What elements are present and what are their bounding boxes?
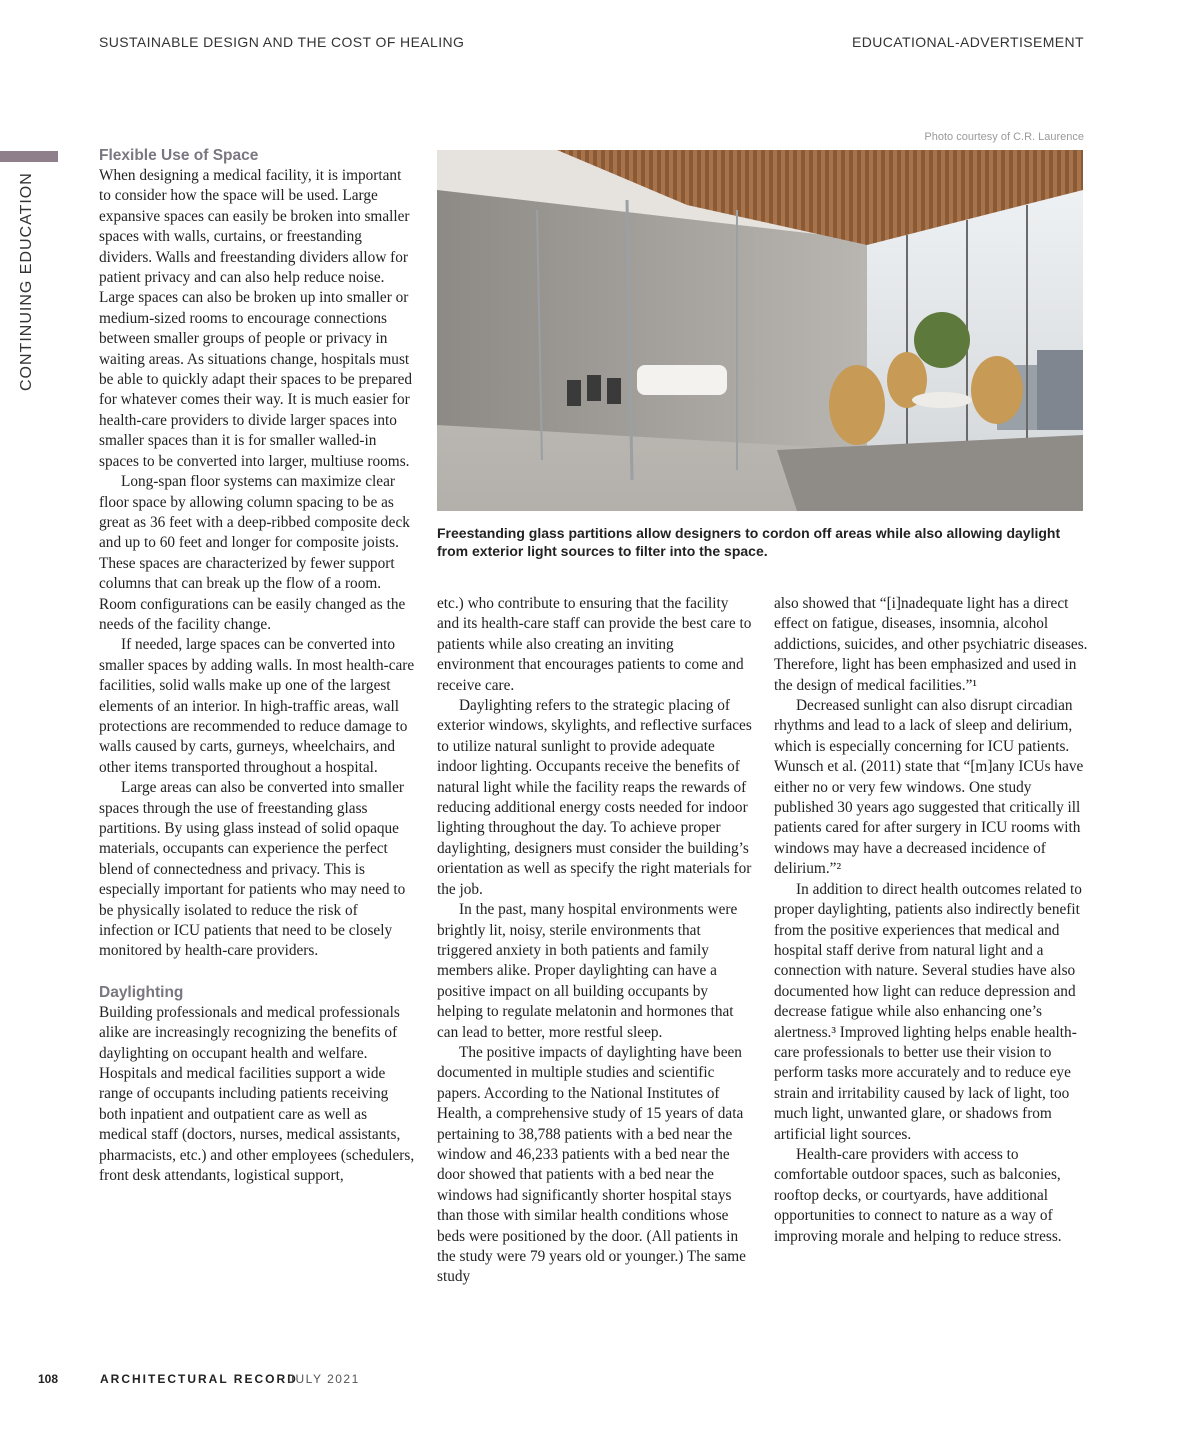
paragraph: In addition to direct health outcomes related to proper daylighting, patients also indirectly benefit from the positive experiences that medical and hospital staff derive from natural light and a connection with nature. Several studies have also documented how light can reduce depression and decrease fatigue while also enhancing one’s alertness.³ Improved lighting helps enable health-care professionals to better use their vision to perform tasks more accurately and to reduce eye strain and irritability caused by lack of light, too much light, unwanted glare, or shadows from artificial light sources. [774,880,1082,1143]
paragraph: When designing a medical facility, it is important to consider how the space will be used. Large expansive spaces can easily be broken into smaller spaces with walls, curtains, or freestanding dividers. Walls and freestanding dividers allow for patient privacy and can also help reduce noise. Large spaces can also be broken up into smaller or medium-sized rooms to encourage connections between smaller groups of people or privacy in waiting areas. As situations change, hospitals must be able to quickly adapt their spaces to be prepared for whatever comes their way. It is much easier for health-care providers to divide larger spaces into smaller spaces than it is for smaller walled-in spaces to be converted into larger, multiuse rooms. [99,167,413,470]
paragraph: Long-span floor systems can maximize clear floor space by allowing column spacing to be as great as 36 feet with a deep-ribbed composite deck and up to 60 feet and longer for composite joists. These spaces are characterized by fewer support columns that can break up the flow of a room. Room configurations can be easily changed as the needs of the facility change. [99,473,410,633]
running-header-section: EDUCATIONAL-ADVERTISEMENT [852,34,1084,50]
running-header-title: SUSTAINABLE DESIGN AND THE COST OF HEALING [99,34,465,50]
glass-office-illustration [437,150,1083,511]
paragraph: Decreased sunlight can also disrupt circadian rhythms and lead to a lack of sleep and delirium, which is especially concerning for ICU patients. Wunsch et al. (2011) state that “[m]any ICUs have either no or very few windows. One study published 30 years ago suggested that critically ill patients cared for after surgery in ICU rooms with windows may have a decreased incidence of delirium.”² [774,697,1084,878]
paragraph: etc.) who contribute to ensuring that the facility and its health-care staff can provide the best care to patients while also creating an inviting environment that encourages patients to come and receive care. [437,595,752,694]
interior-photo [437,150,1083,511]
paragraph: Health-care providers with access to comfortable outdoor spaces, such as balconies, rooftop decks, or courtyards, have additional opportunities to connect to nature as a way of improving morale and helping to reduce stress. [774,1145,1062,1245]
photo-credit: Photo courtesy of C.R. Laurence [924,131,1084,143]
paragraph: The positive impacts of daylighting have been documented in multiple studies and scientific papers. According to the National Institutes of Health, a comprehensive study of 15 years of data pertaining to 38,788 patients with a bed near the window and 46,233 patients with a bed near the door showed that patients with a bed near the windows had significantly shorter hospital stays than those with similar health conditions whose beds were positioned by the door. (All patients in the study were 79 years old or younger.) The same study [437,1043,746,1286]
page-footer [38,1372,360,1386]
section-heading-flexible-space: Flexible Use of Space [99,147,259,164]
magazine-name: ARCHITECTURAL RECORD [100,1372,298,1386]
issue-date: JULY 2021 [288,1372,360,1386]
text-column-1 [99,145,415,1187]
page-number: 108 [38,1372,59,1386]
paragraph: Building professionals and medical professionals alike are increasingly recognizing the benefits of daylighting on occupant health and welfare. Hospitals and medical facilities support a wide range of occupants including patients receiving both inpatient and outpatient care as well as medical staff (doctors, nurses, medical assistants, pharmacists, etc.) and other employees (schedulers, front desk attendants, logistical support, [99,1003,415,1185]
section-heading-daylighting: Daylighting [99,983,184,1001]
text-column-3 [774,594,1090,1247]
photo-caption: Freestanding glass partitions allow designers to cordon off areas while also allowing daylight from exterior light sources to filter into the space. [437,525,1061,559]
paragraph: Daylighting refers to the strategic placing of exterior windows, skylights, and reflective surfaces to utilize natural sunlight to provide adequate indoor lighting. Occupants receive the benefits of natural light while the facility reaps the rewards of reducing additional energy costs needed for indoor lighting throughout the day. To achieve proper daylighting, designers must consider the building’s orientation as well as specify the right materials for the job. [437,697,752,898]
paragraph: Large areas can also be converted into smaller spaces through the use of freestanding glass partitions. By using glass instead of solid opaque materials, occupants can experience the perfect blend of connectedness and privacy. This is especially important for patients who may need to be physically isolated to reduce the risk of infection or ICU patients that need to be closely monitored by health-care providers. [99,779,406,960]
paragraph: If needed, large spaces can be converted into smaller spaces by adding walls. In most health-care facilities, solid walls make up one of the largest elements of an interior. In high-traffic areas, wall protections are recommended to reduce damage to walls caused by carts, gurneys, wheelchairs, and other items transported throughout a hospital. [99,636,415,776]
paragraph: also showed that “[i]nadequate light has a direct effect on fatigue, diseases, insomnia, alcohol addictions, suicides, and other psychiatric diseases. Therefore, light has been emphasized and used in the design of medical facilities.”¹ [774,595,1088,694]
section-color-bar [0,151,58,162]
text-column-2 [437,594,753,1288]
side-section-label: CONTINUING EDUCATION [18,172,35,391]
paragraph: In the past, many hospital environments were brightly lit, noisy, sterile environments that triggered anxiety in both patients and family members alike. Proper daylighting can have a positive impact on all building occupants by helping to regulate melatonin and hormones that can lead to better, more restful sleep. [437,901,738,1041]
